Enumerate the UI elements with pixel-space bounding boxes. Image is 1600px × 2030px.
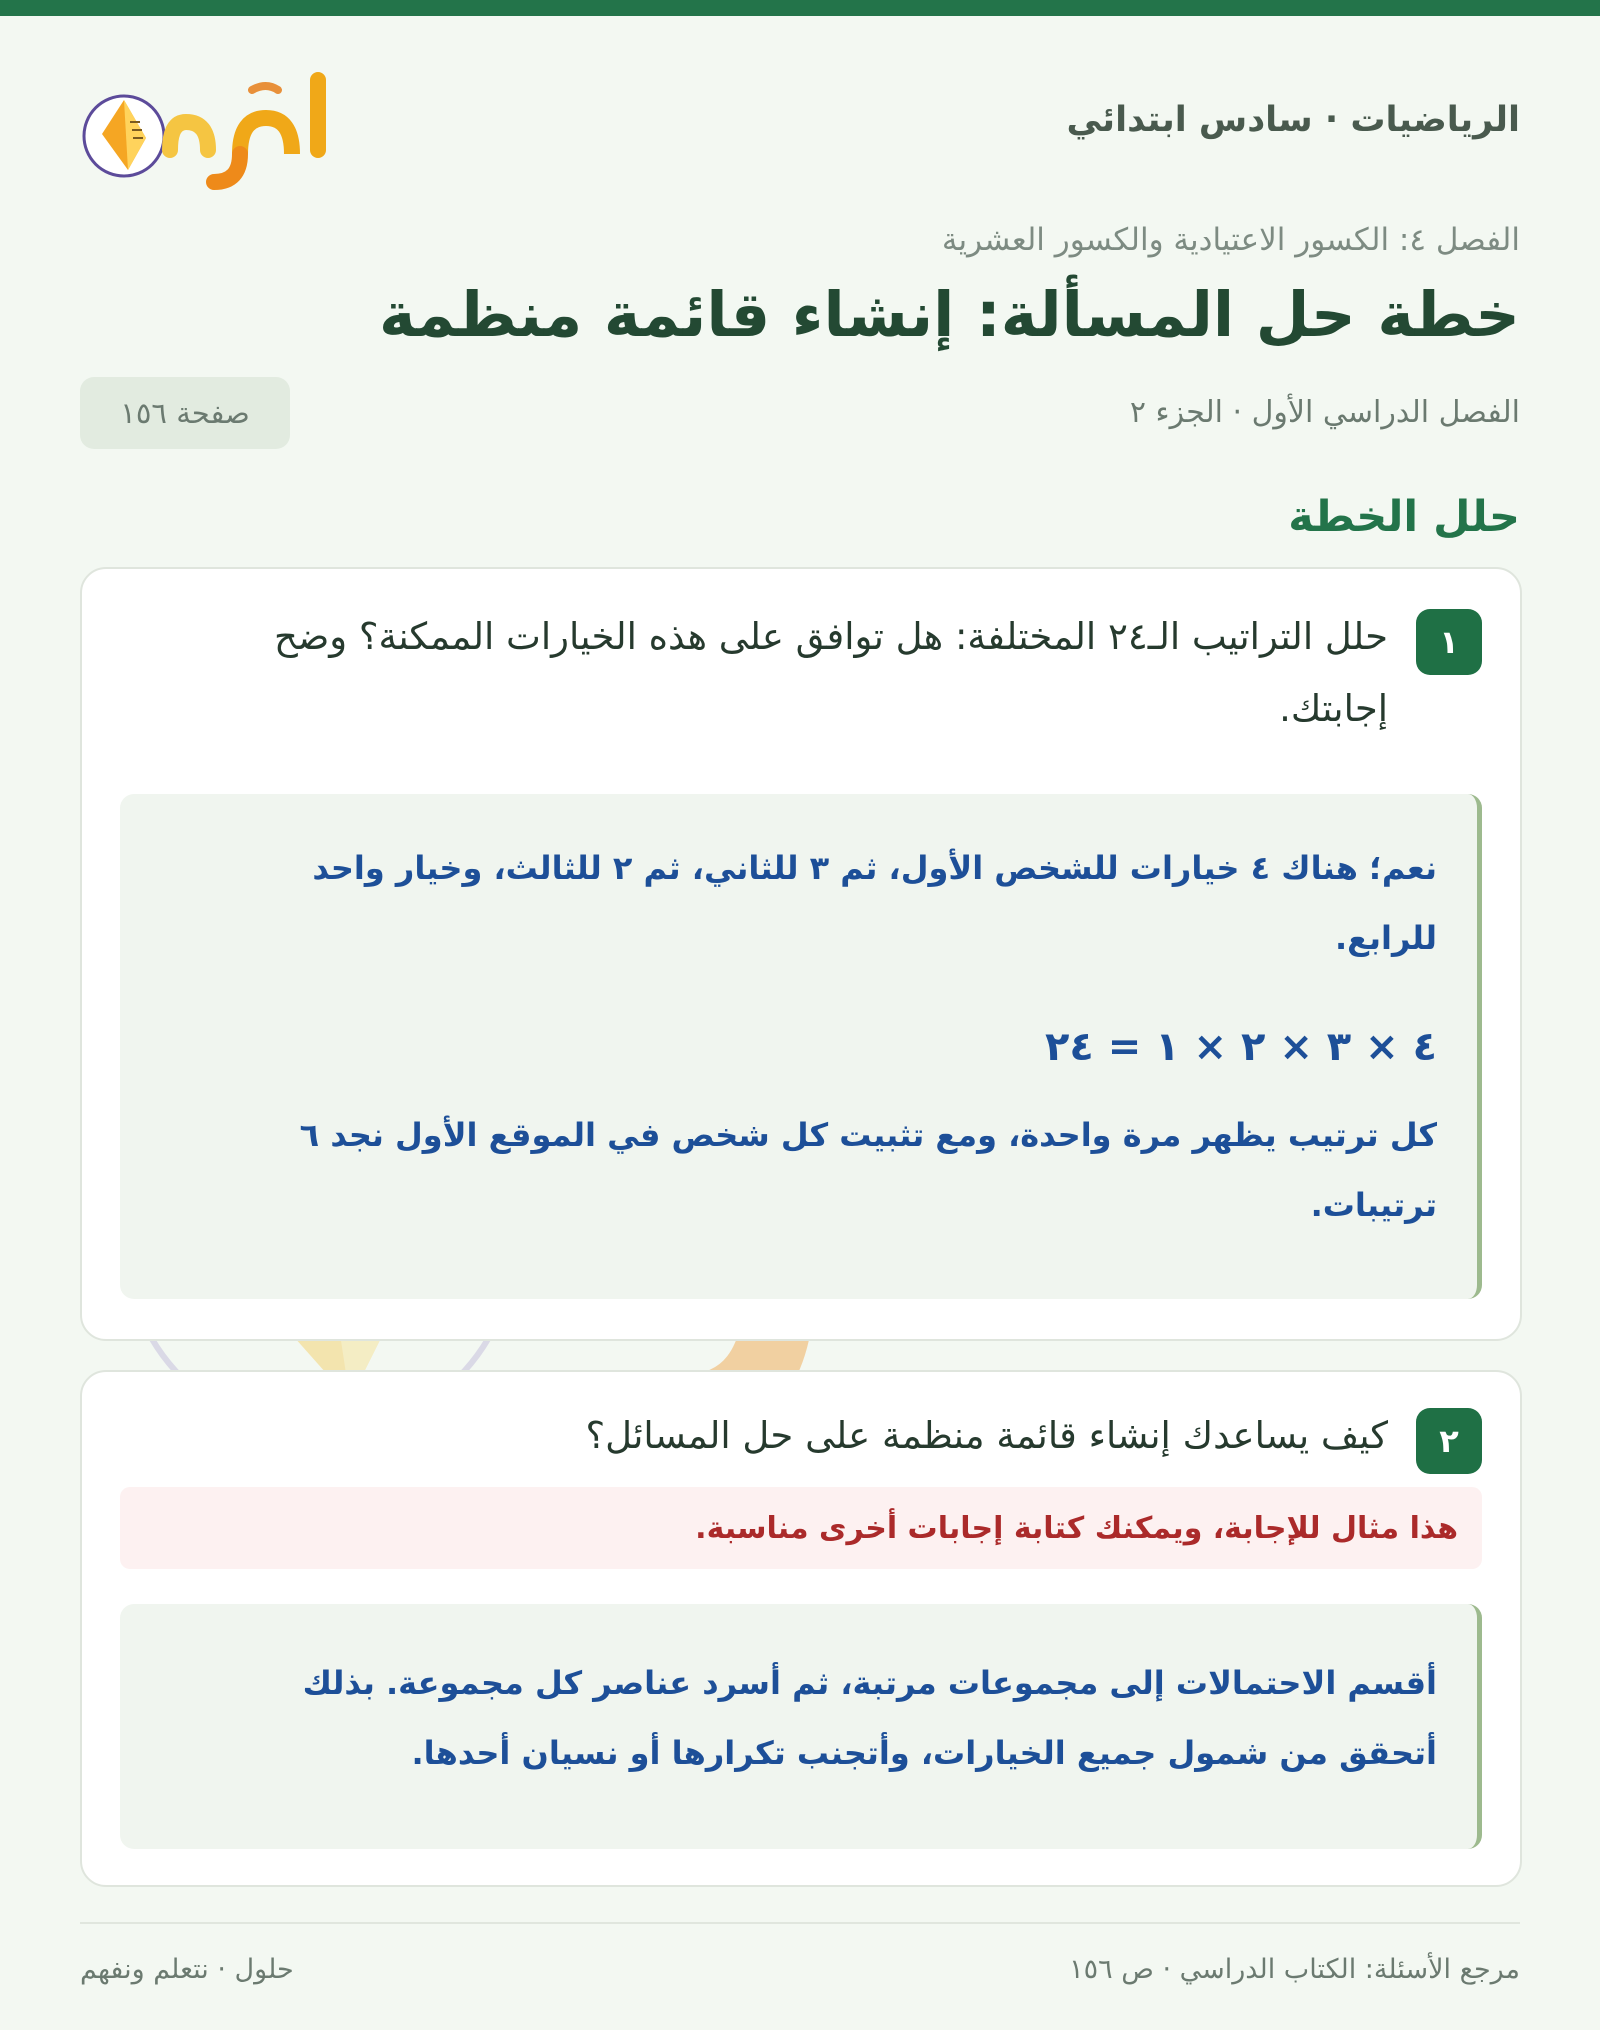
footer-brand: حلول · نتعلم ونفهم	[80, 1954, 294, 1985]
question-number-badge: ١	[1416, 609, 1482, 675]
question-card-2	[80, 1370, 1522, 1887]
answer-line: نعم؛ هناك ٤ خيارات للشخص الأول، ثم ٣ للثاني، ثم ٢ للثالث، وخيار واحد	[312, 849, 1437, 887]
answer-line: كل ترتيب يظهر مرة واحدة، ومع تثبيت كل شخص في الموقع الأول نجد ٦	[299, 1116, 1437, 1154]
question-text-line: إجابتك.	[1279, 687, 1388, 730]
note-text: هذا مثال للإجابة، ويمكنك كتابة إجابات أخرى مناسبة.	[695, 1510, 1458, 1546]
subject-label: الرياضيات · سادس ابتدائي	[1066, 100, 1520, 140]
answer-box	[120, 794, 1482, 1299]
question-text-line: حلل التراتيب الـ٢٤ المختلفة: هل توافق على هذه الخيارات الممكنة؟ وضح	[273, 615, 1388, 658]
footer-reference: مرجع الأسئلة: الكتاب الدراسي · ص ١٥٦	[1069, 1954, 1520, 1985]
answer-line: ترتيبات.	[1310, 1186, 1437, 1224]
answer-line: أتحقق من شمول جميع الخيارات، وأتجنب تكرارها أو نسيان أحدها.	[411, 1734, 1437, 1772]
answer-box	[120, 1604, 1482, 1849]
page-title: خطة حل المسألة: إنشاء قائمة منظمة	[379, 278, 1520, 351]
answer-equation: ٤ × ٣ × ٢ × ١ = ٢٤	[1044, 1024, 1437, 1070]
svg-text:حلول: حلول	[345, 194, 350, 196]
answer-line: أقسم الاحتمالات إلى مجموعات مرتبة، ثم أسرد عناصر كل مجموعة. بذلك	[302, 1664, 1437, 1702]
sample-answer-note	[120, 1487, 1482, 1569]
question-text: كيف يساعدك إنشاء قائمة منظمة على حل المسائل؟	[585, 1414, 1388, 1457]
footer-divider	[80, 1922, 1520, 1924]
chapter-label: الفصل ٤: الكسور الاعتيادية والكسور العشرية	[941, 222, 1520, 258]
section-title: حلل الخطة	[1288, 492, 1520, 542]
hulul-logo[interactable]	[80, 70, 360, 200]
page-header	[80, 70, 1520, 200]
semester-meta: الفصل الدراسي الأول · الجزء ٢	[1129, 395, 1520, 430]
question-text	[274, 601, 1388, 745]
question-card-1	[80, 567, 1522, 1341]
top-accent-bar	[0, 0, 1600, 16]
page-number-badge: صفحة ١٥٦	[80, 377, 290, 449]
answer-line: للرابع.	[1335, 919, 1437, 957]
question-number-badge: ٢	[1416, 1408, 1482, 1474]
